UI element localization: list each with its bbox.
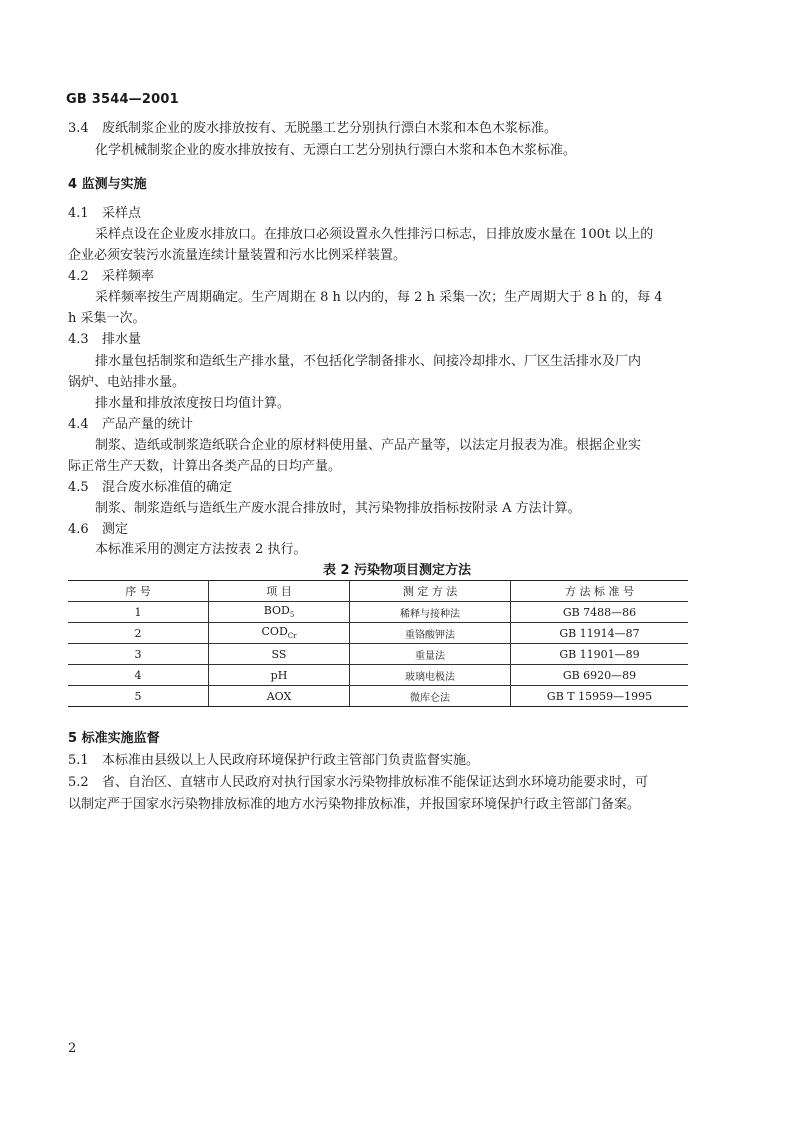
cell-method: 玻璃电极法 (350, 665, 511, 686)
table-row (68, 623, 688, 644)
cell-method: 稀释与接种法 (350, 602, 511, 623)
paragraph: 本标准采用的测定方法按表 2 执行。 (95, 542, 307, 557)
paragraph: 际正常生产天数，计算出各类产品的日均产量。 (68, 459, 342, 474)
cell-no: 2 (68, 623, 209, 644)
paragraph: 以制定严于国家水污染物排放标准的地方水污染物排放标准，并报国家环境保护行政主管部门备案。 (68, 797, 641, 812)
cell-std: GB 11901—89 (511, 644, 689, 665)
cell-std: GB 11914—87 (511, 623, 689, 644)
paragraph: 采样频率按生产周期确定。生产周期在 8 h 以内的，每 2 h 采集一次；生产周期大于 8 h 的，每 4 (95, 290, 663, 305)
clause-5-1 (68, 753, 479, 769)
section-heading-4: 4 监测与实施 (68, 177, 147, 192)
cell-std: GB 6920—89 (511, 665, 689, 686)
table-row (68, 644, 688, 665)
table-row (68, 665, 688, 686)
paragraph: h 采集一次。 (68, 311, 146, 326)
cell-item (209, 665, 350, 686)
clause-3-4 (68, 121, 557, 137)
clause-title: 排水量 (102, 332, 142, 347)
cell-item (209, 623, 350, 644)
clause-title: 采样点 (102, 206, 142, 221)
page-number: 2 (68, 1041, 77, 1056)
clause-number: 4.3 (68, 332, 89, 347)
method-table (68, 580, 688, 707)
clause-text: 省、自治区、直辖市人民政府对执行国家水污染物排放标准不能保证达到水环境功能要求时，可 (102, 775, 649, 790)
paragraph: 采样点设在企业废水排放口。在排放口必须设置永久性排污口标志，日排放废水量在 100t 以上的 (95, 227, 654, 242)
paragraph: 企业必须安装污水流量连续计量装置和污水比例采样装置。 (68, 248, 407, 263)
clause-4-2 (68, 269, 154, 285)
clause-number: 4.6 (68, 522, 89, 537)
header-cell: 序 号 (68, 581, 209, 602)
table-row (68, 602, 688, 623)
clause-title: 混合废水标准值的确定 (102, 480, 233, 495)
clause-4-5 (68, 480, 232, 496)
item-subscript: Cr (287, 632, 297, 641)
paragraph: 锅炉、电站排水量。 (68, 375, 186, 390)
item-name: pH (270, 668, 288, 682)
clause-5-2 (68, 775, 648, 791)
clause-number: 5.2 (68, 775, 89, 790)
clause-number: 4.2 (68, 269, 89, 284)
table-row (68, 686, 688, 707)
clause-title: 产品产量的统计 (102, 417, 194, 432)
clause-number: 3.4 (68, 121, 89, 136)
cell-item (209, 644, 350, 665)
clause-text: 本标准由县级以上人民政府环境保护行政主管部门负责监督实施。 (102, 753, 480, 768)
cell-item (209, 686, 350, 707)
cell-method: 重量法 (350, 644, 511, 665)
cell-method: 微库仑法 (350, 686, 511, 707)
header-cell: 方 法 标 准 号 (511, 581, 689, 602)
cell-no: 3 (68, 644, 209, 665)
paragraph: 排水量和排放浓度按日均值计算。 (95, 396, 291, 411)
paragraph: 制浆、制浆造纸与造纸生产废水混合排放时，其污染物排放指标按附录 A 方法计算。 (95, 501, 581, 516)
item-name: SS (271, 647, 287, 661)
clause-number: 4.5 (68, 480, 89, 495)
cell-no: 4 (68, 665, 209, 686)
header-cell: 项 目 (209, 581, 350, 602)
table-title: 表 2 污染物项目测定方法 (322, 563, 472, 578)
standard-id: GB 3544—2001 (66, 92, 179, 107)
item-subscript: 5 (289, 611, 295, 620)
paragraph: 化学机械制浆企业的废水排放按有、无漂白工艺分别执行漂白木浆和本色木浆标准。 (95, 143, 577, 158)
clause-4-6 (68, 522, 128, 538)
table-header-row (68, 581, 688, 602)
cell-item (209, 602, 350, 623)
header-cell: 测 定 方 法 (350, 581, 511, 602)
item-name: COD (261, 625, 288, 639)
clause-title: 采样频率 (102, 269, 155, 284)
item-name: AOX (266, 689, 292, 703)
clause-number: 4.4 (68, 417, 89, 432)
cell-no: 5 (68, 686, 209, 707)
clause-number: 5.1 (68, 753, 89, 768)
cell-std: GB T 15959—1995 (511, 686, 689, 707)
clause-4-3 (68, 332, 141, 348)
section-heading-5: 5 标准实施监督 (68, 731, 160, 746)
clause-4-4 (68, 417, 193, 433)
cell-no: 1 (68, 602, 209, 623)
clause-text: 废纸制浆企业的废水排放按有、无脱墨工艺分别执行漂白木浆和本色木浆标准。 (102, 121, 558, 136)
item-name: BOD (263, 604, 290, 618)
paragraph: 排水量包括制浆和造纸生产排水量，不包括化学制备排水、间接冷却排水、厂区生活排水及厂内 (95, 354, 642, 369)
clause-number: 4.1 (68, 206, 89, 221)
clause-4-1 (68, 206, 141, 222)
cell-std: GB 7488—86 (511, 602, 689, 623)
cell-method: 重铬酸钾法 (350, 623, 511, 644)
clause-title: 测定 (102, 522, 129, 537)
paragraph: 制浆、造纸或制浆造纸联合企业的原材料使用量、产品产量等，以法定月报表为准。根据企业实 (95, 438, 642, 453)
